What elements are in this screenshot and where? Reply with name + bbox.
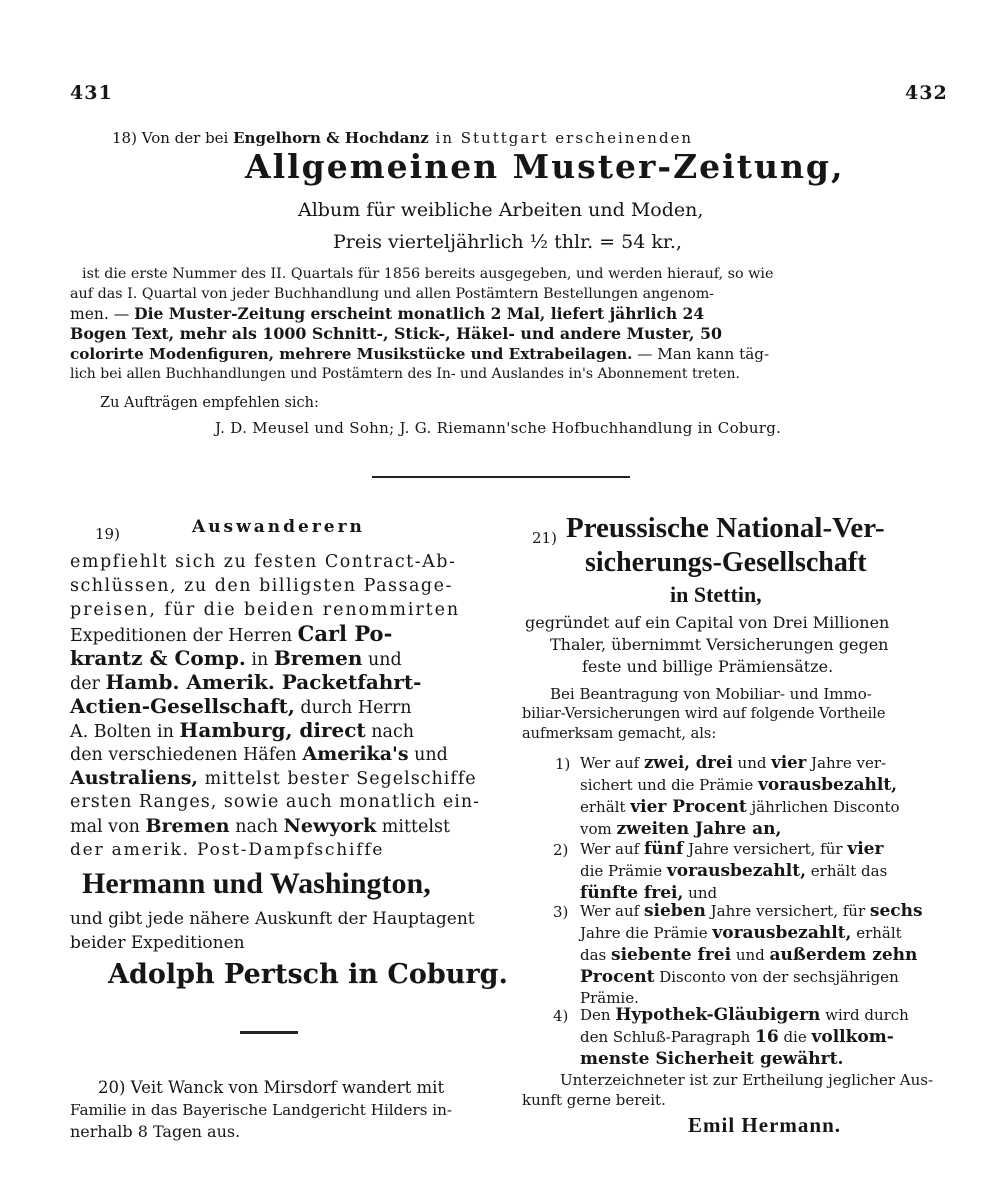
ad21-item-3-number: 3) (553, 903, 569, 921)
ad18-line-4: Bogen Text, mehr als 1000 Schnitt-, Stick-, Häkel- und andere Muster, 50 (70, 324, 722, 343)
ad19-line-14: und gibt jede nähere Auskunft der Hauptagent (70, 909, 475, 929)
ad19-line-1: empfiehlt sich zu festen Contract-Ab- (70, 552, 457, 572)
ad21-closing-2: kunft gerne bereit. (522, 1091, 666, 1109)
ad19-agent: Adolph Pertsch in Coburg. (108, 959, 508, 990)
ad20-line-2: Familie in das Bayerische Landgericht Hilders in- (70, 1101, 453, 1119)
ad21-item-2-line-3: fünfte frei, und (580, 883, 718, 903)
ad18-line-5: colorirte Modenfiguren, mehrere Musikstücke und Extrabeilagen. — Man kann täg- (70, 345, 770, 363)
ad19-line-9: den verschiedenen Häfen Amerika's und (70, 743, 448, 765)
section-divider (372, 476, 630, 478)
ad19-line-2: schlüssen, zu den billigsten Passage- (70, 576, 453, 596)
ad21-item-4-line-2: den Schluß-Paragraph 16 die vollkom- (580, 1027, 894, 1047)
ad19-number: 19) (95, 525, 120, 543)
ad20-line-3: nerhalb 8 Tagen aus. (70, 1122, 241, 1141)
ad21-item-1-line-4: vom zweiten Jahre an, (580, 819, 782, 839)
ad21-text-5: biliar-Versicherungen wird auf folgende Vortheile (522, 706, 886, 722)
ad21-place: in Stettin, (670, 582, 762, 607)
ad21-text-2: Thaler, übernimmt Versicherungen gegen (550, 635, 889, 654)
ad21-item-2-line-1: Wer auf fünf Jahre versichert, für vier (580, 839, 884, 859)
ad21-title-2: sicherungs-Gesellschaft (585, 547, 867, 578)
ad21-text-4: Bei Beantragung von Mobiliar- und Immo- (550, 685, 872, 703)
ad19-end-rule (240, 1031, 298, 1034)
ad18-line-1: ist die erste Nummer des II. Quartals für 1856 bereits ausgegeben, und werden hierauf, so wie (82, 266, 774, 282)
ad21-text-3: feste und billige Prämiensätze. (582, 657, 834, 676)
ad21-signature: Emil Hermann. (688, 1113, 841, 1137)
ad21-item-2-line-2: die Prämie vorausbezahlt, erhält das (580, 861, 888, 881)
ad19-title: Auswanderern (192, 517, 365, 537)
ad21-text-1: gegründet auf ein Capital von Drei Millionen (525, 613, 890, 632)
ad18-subtitle: Album für weibliche Arbeiten und Moden, (298, 199, 704, 221)
ad19-line-8: A. Bolten in Hamburg, direct nach (70, 718, 415, 742)
ad18-line-2: auf das I. Quartal von jeder Buchhandlung und allen Postämtern Bestellungen angenom- (70, 286, 715, 302)
ad18-intro: 18) Von der bei Engelhorn & Hochdanz in Stuttgart erscheinenden (112, 129, 694, 147)
ad21-item-3-line-4: Procent Disconto von der sechsjährigen (580, 967, 899, 987)
ad18-booksellers: J. D. Meusel und Sohn; J. G. Riemann'sche Hofbuchhandlung in Coburg. (215, 419, 782, 437)
ad18-number: 18) (112, 129, 137, 147)
ad20-line-1: 20) Veit Wanck von Mirsdorf wandert mit (98, 1078, 445, 1097)
ad19-line-6: der Hamb. Amerik. Packetfahrt- (70, 670, 422, 694)
ad19-line-4: Expeditionen der Herren Carl Po- (70, 621, 393, 646)
ad18-publisher: Engelhorn & Hochdanz (233, 129, 429, 147)
ad21-item-2-number: 2) (553, 841, 569, 859)
ad21-title-1: Preussische National-Ver- (566, 512, 885, 544)
ad21-item-3-line-5: Prämie. (580, 989, 639, 1007)
ad19-line-12: mal von Bremen nach Newyork mittelst (70, 815, 451, 837)
ad21-item-1-line-3: erhält vier Procent jährlichen Disconto (580, 797, 900, 817)
ad19-line-10: Australiens, mittelst bester Segelschiffe (70, 767, 477, 789)
ad21-item-3-line-3: das siebente frei und außerdem zehn (580, 945, 918, 965)
ad18-orders: Zu Aufträgen empfehlen sich: (100, 395, 319, 411)
ad18-price: Preis vierteljährlich ½ thlr. = 54 kr., (333, 231, 682, 253)
ad21-item-4-line-1: Den Hypothek-Gläubigern wird durch (580, 1005, 909, 1025)
ad19-line-3: preisen, für die beiden renommirten (70, 600, 461, 620)
ad19-line-7: Actien-Gesellschaft, durch Herrn (70, 694, 412, 718)
ad21-item-1-number: 1) (555, 755, 571, 773)
ad21-item-4-number: 4) (553, 1007, 569, 1025)
ad19-line-11: ersten Ranges, sowie auch monatlich ein- (70, 792, 481, 812)
ad21-item-4-line-3: menste Sicherheit gewährt. (580, 1049, 844, 1069)
ad21-item-1-line-1: Wer auf zwei, drei und vier Jahre ver- (580, 753, 887, 772)
ad19-ships: Hermann und Washington, (82, 867, 431, 900)
ad19-line-15: beider Expeditionen (70, 933, 245, 953)
ad21-item-1-line-2: sichert und die Prämie vorausbezahlt, (580, 775, 898, 795)
ad18-title: Allgemeinen Muster-Zeitung, (245, 147, 845, 186)
ad21-text-6: aufmerksam gemacht, als: (522, 726, 717, 742)
ad21-number: 21) (532, 529, 557, 547)
ad19-line-5: krantz & Comp. in Bremen und (70, 646, 402, 670)
page-number-left: 431 (70, 82, 113, 104)
ad19-line-13: der amerik. Post-Dampfschiffe (70, 840, 385, 860)
ad18-line-6: lich bei allen Buchhandlungen und Postämtern des In- und Auslandes in's Abonnement treten. (70, 366, 740, 382)
ad18-line-3: men. — Die Muster-Zeitung erscheint monatlich 2 Mal, liefert jährlich 24 (70, 304, 705, 323)
ad21-item-3-line-1: Wer auf sieben Jahre versichert, für sechs (580, 901, 923, 921)
ad21-item-3-line-2: Jahre die Prämie vorausbezahlt, erhält (580, 923, 902, 943)
page-number-right: 432 (905, 82, 948, 104)
ad21-closing-1: Unterzeichneter ist zur Ertheilung jeglicher Aus- (560, 1071, 934, 1089)
